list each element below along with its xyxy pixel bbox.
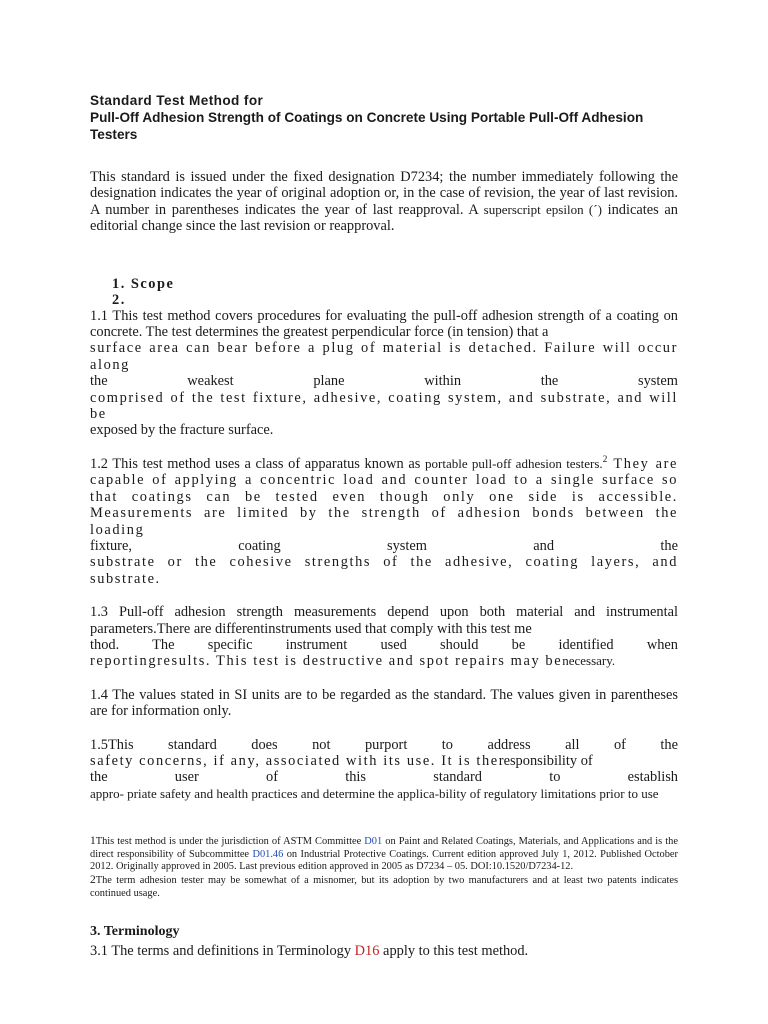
intro-text: This standard is issued under the fixed designation D7234; the number immediately following the designation indicates the year of original adoption or, in the case of revision, the year of last revision. A number in parentheses indicates the year of last reapproval. A — [90, 169, 678, 218]
footnote-2-mark: 2 — [90, 873, 96, 886]
section-1-2-d: substrate or the cohesive strengths of the adhesive, coating layers, and substrate. — [90, 554, 678, 587]
section-1-5-b: safety concerns, if any, associated with its use. It is the — [90, 752, 499, 769]
section-1-1-c: the weakest plane within the system — [90, 373, 678, 390]
section-1-2-b: They are capable of applying a concentric load and counter load to a single surface so that coatings can be tested even though only one side is accessible. Measurements are limited by the strength of adhesion bonds between the loading — [90, 455, 678, 538]
footnote-1-b: on Paint and Related Coatings, Materials, and Applications and is the direct responsibility of Subcommittee — [90, 836, 678, 860]
footnote-1-a: This test method is under the jurisdiction of ASTM Committee — [95, 836, 365, 848]
section-1-2-a: 1.2 This test method uses a class of apparatus known as — [90, 455, 426, 472]
committee-d01-link[interactable]: D01 — [364, 836, 383, 848]
footnote-1-c: on Industrial Protective Coatings. Current edition approved July 1, 2012. Published October 2012. Originally approved in 2005. Last previous edition approved in 2005 as D7234 – 05. DOI:10.1520/D7234-12. — [90, 848, 678, 873]
section-1-2-testers: portable pull-off adhesion testers. — [425, 455, 603, 471]
section-1-5 — [90, 737, 678, 803]
section-1-5-d: appro- priate safety and health practices and determine the applica-bility of regulatory limitations prior to use — [90, 785, 659, 801]
title-line-1: Standard Test Method for — [90, 93, 264, 108]
intro-epsilon-text: superscript epsilon (´) — [483, 201, 602, 217]
intro-paragraph — [90, 169, 678, 235]
section-1-3-b: thod. The specific instrument used should be identified when — [90, 636, 678, 653]
section-1-3-c: reportingresults. This test is destructive and spot repairs may be — [90, 653, 563, 670]
footnotes — [90, 835, 678, 900]
section-1-2-body — [90, 456, 678, 538]
section-1-4 — [90, 687, 678, 720]
section-1-1 — [90, 308, 678, 439]
section-1-5-b2: responsibility of — [498, 752, 593, 769]
terminology-d16-link[interactable]: D16 — [354, 942, 380, 959]
section-1-5-c: the user of this standard to establish — [90, 769, 678, 786]
footnote-2 — [90, 874, 678, 900]
section-1-3-c-line — [90, 653, 678, 669]
intro-tail: indicates an editorial change since the last revision or reapproval. — [90, 201, 678, 235]
section-1-2-c: fixture, coating system and the — [90, 537, 678, 554]
section-3-1-b: apply to this test method. — [379, 942, 529, 959]
section-1-1-a: 1.1 This test method covers procedures for evaluating the pull-off adhesion strength of a coating on concrete. The test determines the greatest perpendicular force (in tension) that a — [90, 307, 678, 341]
section-1-5-b-line — [90, 753, 678, 769]
footnote-ref-2[interactable]: 2 — [602, 455, 608, 466]
scope-item-2: 2. — [112, 291, 126, 308]
section-3-1-a: 3.1 The terms and definitions in Terminology — [90, 942, 355, 959]
terminology-heading: 3. Terminology — [90, 924, 180, 940]
footnote-1-mark: 1 — [90, 835, 96, 848]
section-1-3-a: 1.3 Pull-off adhesion strength measurements depend upon both material and instrumental parameters.There are differentinstruments used that comply with this test me — [90, 604, 678, 637]
section-1-2 — [90, 456, 678, 587]
section-1-3 — [90, 604, 678, 670]
section-1-4-text: 1.4 The values stated in SI units are to be regarded as the standard. The values given in parentheses are for information only. — [90, 686, 678, 720]
section-1-3-necessary: necessary. — [562, 653, 616, 669]
section-1-1-e: exposed by the fracture surface. — [90, 422, 274, 439]
section-1-1-b: surface area can bear before a plug of material is detached. Failure will occur along — [90, 340, 678, 373]
subcommittee-d01-46-link[interactable]: D01.46 — [252, 848, 284, 860]
section-1-5-a: 1.5This standard does not purport to address all of the — [90, 736, 678, 753]
section-1-1-d: comprised of the test fixture, adhesive, coating system, and substrate, and will be — [90, 389, 678, 423]
section-3-1 — [90, 943, 678, 959]
footnote-2-a: The term adhesion tester may be somewhat of a misnomer, but its adoption by two manufacturers and at least two patents indicates continued usage. — [90, 874, 678, 899]
scope-heading-list — [90, 276, 678, 308]
document-title: Pull-Off Adhesion Strength of Coatings on Concrete Using Portable Pull-Off Adhesion Testers — [90, 110, 644, 142]
scope-heading: 1. Scope — [112, 275, 175, 292]
footnote-1 — [90, 835, 678, 874]
